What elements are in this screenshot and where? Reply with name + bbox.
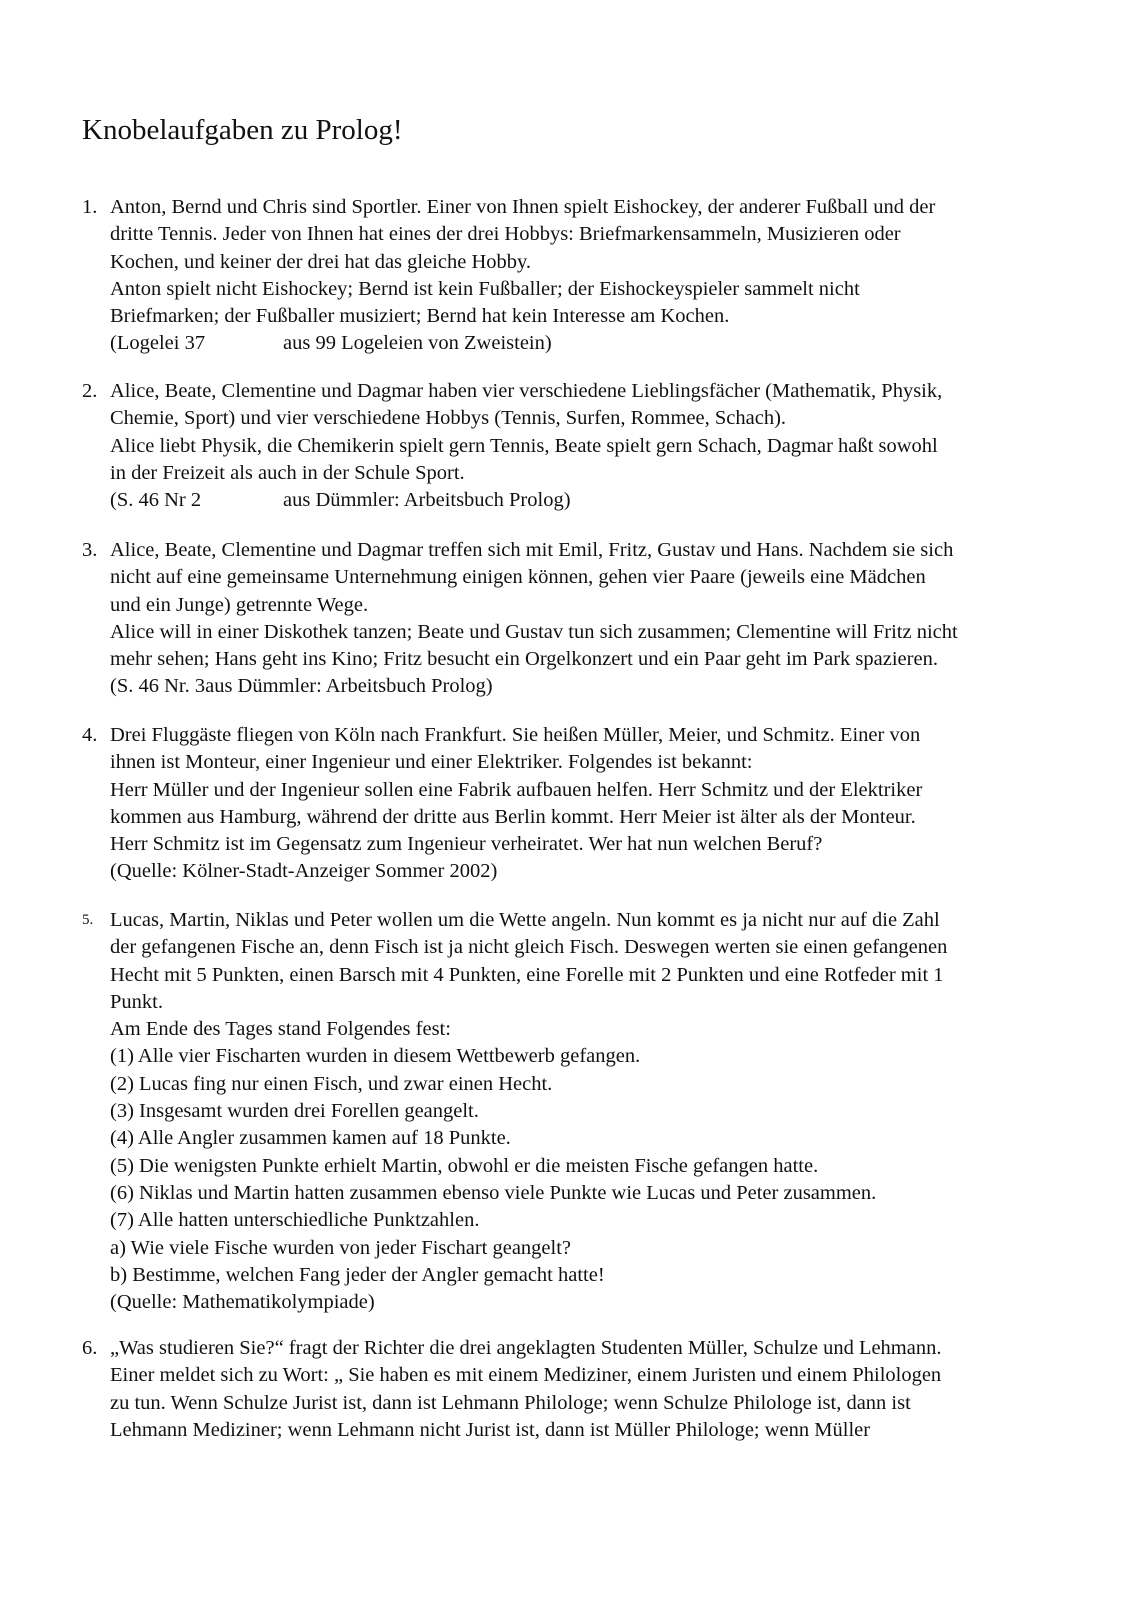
task-line: Alice liebt Physik, die Chemikerin spielt gern Tennis, Beate spielt gern Schach, Dagmar haßt sowohl	[110, 434, 938, 457]
task-line: a) Wie viele Fische wurden von jeder Fischart geangelt?	[110, 1236, 572, 1259]
task-line: „Was studieren Sie?“ fragt der Richter die drei angeklagten Studenten Müller, Schulze und Lehmann.	[110, 1337, 942, 1359]
source-reference: (S. 46 Nr 2	[110, 489, 202, 512]
task-line: Alice, Beate, Clementine und Dagmar haben vier verschiedene Lieblingsfächer (Mathematik, Physik,	[110, 380, 943, 402]
task-line: (7) Alle hatten unterschiedliche Punktzahlen.	[110, 1209, 480, 1232]
task-line: Alice will in einer Diskothek tanzen; Beate und Gustav tun sich zusammen; Clementine will Fritz nicht	[110, 620, 958, 643]
source-origin: aus 99 Logeleien von Zweistein)	[283, 332, 552, 355]
task-line: (6) Niklas und Martin hatten zusammen ebenso viele Punkte wie Lucas und Peter zusammen.	[110, 1181, 877, 1204]
task-body	[110, 722, 1080, 886]
page-title: Knobelaufgaben zu Prolog!	[82, 114, 403, 146]
task-line: der gefangenen Fische an, denn Fisch ist ja nicht gleich Fisch. Deswegen werten sie einen gefangenen	[110, 936, 948, 959]
source-reference: (Logelei 37	[110, 332, 206, 355]
task-line: (3) Insgesamt wurden drei Forellen geangelt.	[110, 1100, 479, 1123]
task-line: Anton, Bernd und Chris sind Sportler. Einer von Ihnen spielt Eishockey, der anderer Fußball und der	[110, 196, 936, 218]
task-line: (4) Alle Angler zusammen kamen auf 18 Punkte.	[110, 1127, 511, 1150]
task-number: 5.	[82, 912, 94, 928]
task-line: (5) Die wenigsten Punkte erhielt Martin, obwohl er die meisten Fische gefangen hatte.	[110, 1154, 819, 1177]
task-line: (1) Alle vier Fischarten wurden in diesem Wettbewerb gefangen.	[110, 1045, 641, 1068]
task-line: Briefmarken; der Fußballer musiziert; Bernd hat kein Interesse am Kochen.	[110, 305, 730, 328]
task-body	[110, 1335, 1080, 1444]
task-line: ihnen ist Monteur, einer Ingenieur und einer Elektriker. Folgendes ist bekannt:	[110, 751, 753, 774]
task-number: 4.	[82, 724, 98, 746]
task-line: Chemie, Sport) und vier verschiedene Hobbys (Tennis, Surfen, Rommee, Schach).	[110, 407, 787, 430]
task-line: in der Freizeit als auch in der Schule Sport.	[110, 461, 465, 484]
task-line: zu tun. Wenn Schulze Jurist ist, dann ist Lehmann Philologe; wenn Schulze Philologe ist, dann ist	[110, 1391, 911, 1414]
task-source: (S. 46 Nr. 3aus Dümmler: Arbeitsbuch Prolog)	[110, 675, 493, 698]
source-origin: aus Dümmler: Arbeitsbuch Prolog)	[283, 489, 571, 512]
task-source	[110, 487, 1080, 514]
task-line: b) Bestimme, welchen Fang jeder der Angler gemacht hatte!	[110, 1263, 605, 1286]
task-line: kommen aus Hamburg, während der dritte aus Berlin kommt. Herr Meier ist älter als der Monteur.	[110, 805, 916, 828]
task-line: Anton spielt nicht Eishockey; Bernd ist kein Fußballer; der Eishockeyspieler sammelt nicht	[110, 277, 860, 300]
task-line: Herr Müller und der Ingenieur sollen eine Fabrik aufbauen helfen. Herr Schmitz und der Elektriker	[110, 778, 923, 801]
task-line: Punkt.	[110, 990, 163, 1013]
task-line: mehr sehen; Hans geht ins Kino; Fritz besucht ein Orgelkonzert und ein Paar geht im Park spazieren.	[110, 648, 938, 671]
task-body	[110, 194, 1080, 358]
task-line: (2) Lucas fing nur einen Fisch, und zwar einen Hecht.	[110, 1072, 553, 1095]
task-source: (Quelle: Mathematikolympiade)	[110, 1291, 375, 1314]
task-line: Lucas, Martin, Niklas und Peter wollen um die Wette angeln. Nun kommt es ja nicht nur auf die Zahl	[110, 909, 940, 931]
task-line: Hecht mit 5 Punkten, einen Barsch mit 4 Punkten, eine Forelle mit 2 Punkten und eine Rotfeder mit 1	[110, 963, 944, 986]
task-line: Am Ende des Tages stand Folgendes fest:	[110, 1018, 451, 1041]
task-body	[110, 537, 1080, 701]
task-line: und ein Junge) getrennte Wege.	[110, 593, 369, 616]
task-source	[110, 330, 1080, 357]
task-line: Alice, Beate, Clementine und Dagmar treffen sich mit Emil, Fritz, Gustav und Hans. Nachdem sie sich	[110, 539, 954, 561]
task-line: Lehmann Mediziner; wenn Lehmann nicht Jurist ist, dann ist Müller Philologe; wenn Müller	[110, 1418, 871, 1441]
task-line: Kochen, und keiner der drei hat das gleiche Hobby.	[110, 250, 532, 273]
task-number: 1.	[82, 196, 98, 218]
task-line: Einer meldet sich zu Wort: „ Sie haben es mit einem Mediziner, einem Juristen und einem Philologen	[110, 1364, 942, 1387]
task-body	[110, 378, 1080, 514]
task-line: Herr Schmitz ist im Gegensatz zum Ingenieur verheiratet. Wer hat nun welchen Beruf?	[110, 833, 823, 856]
task-line: nicht auf eine gemeinsame Unternehmung einigen können, gehen vier Paare (jeweils eine Mädchen	[110, 566, 926, 589]
task-line: Drei Fluggäste fliegen von Köln nach Frankfurt. Sie heißen Müller, Meier, und Schmitz. Einer von	[110, 724, 921, 746]
task-source: (Quelle: Kölner-Stadt-Anzeiger Sommer 2002)	[110, 860, 498, 883]
task-number: 3.	[82, 539, 98, 561]
task-body	[110, 907, 1080, 1316]
task-number: 6.	[82, 1337, 98, 1359]
task-number: 2.	[82, 380, 98, 402]
task-line: dritte Tennis. Jeder von Ihnen hat eines der drei Hobbys: Briefmarkensammeln, Musizieren oder	[110, 223, 901, 246]
